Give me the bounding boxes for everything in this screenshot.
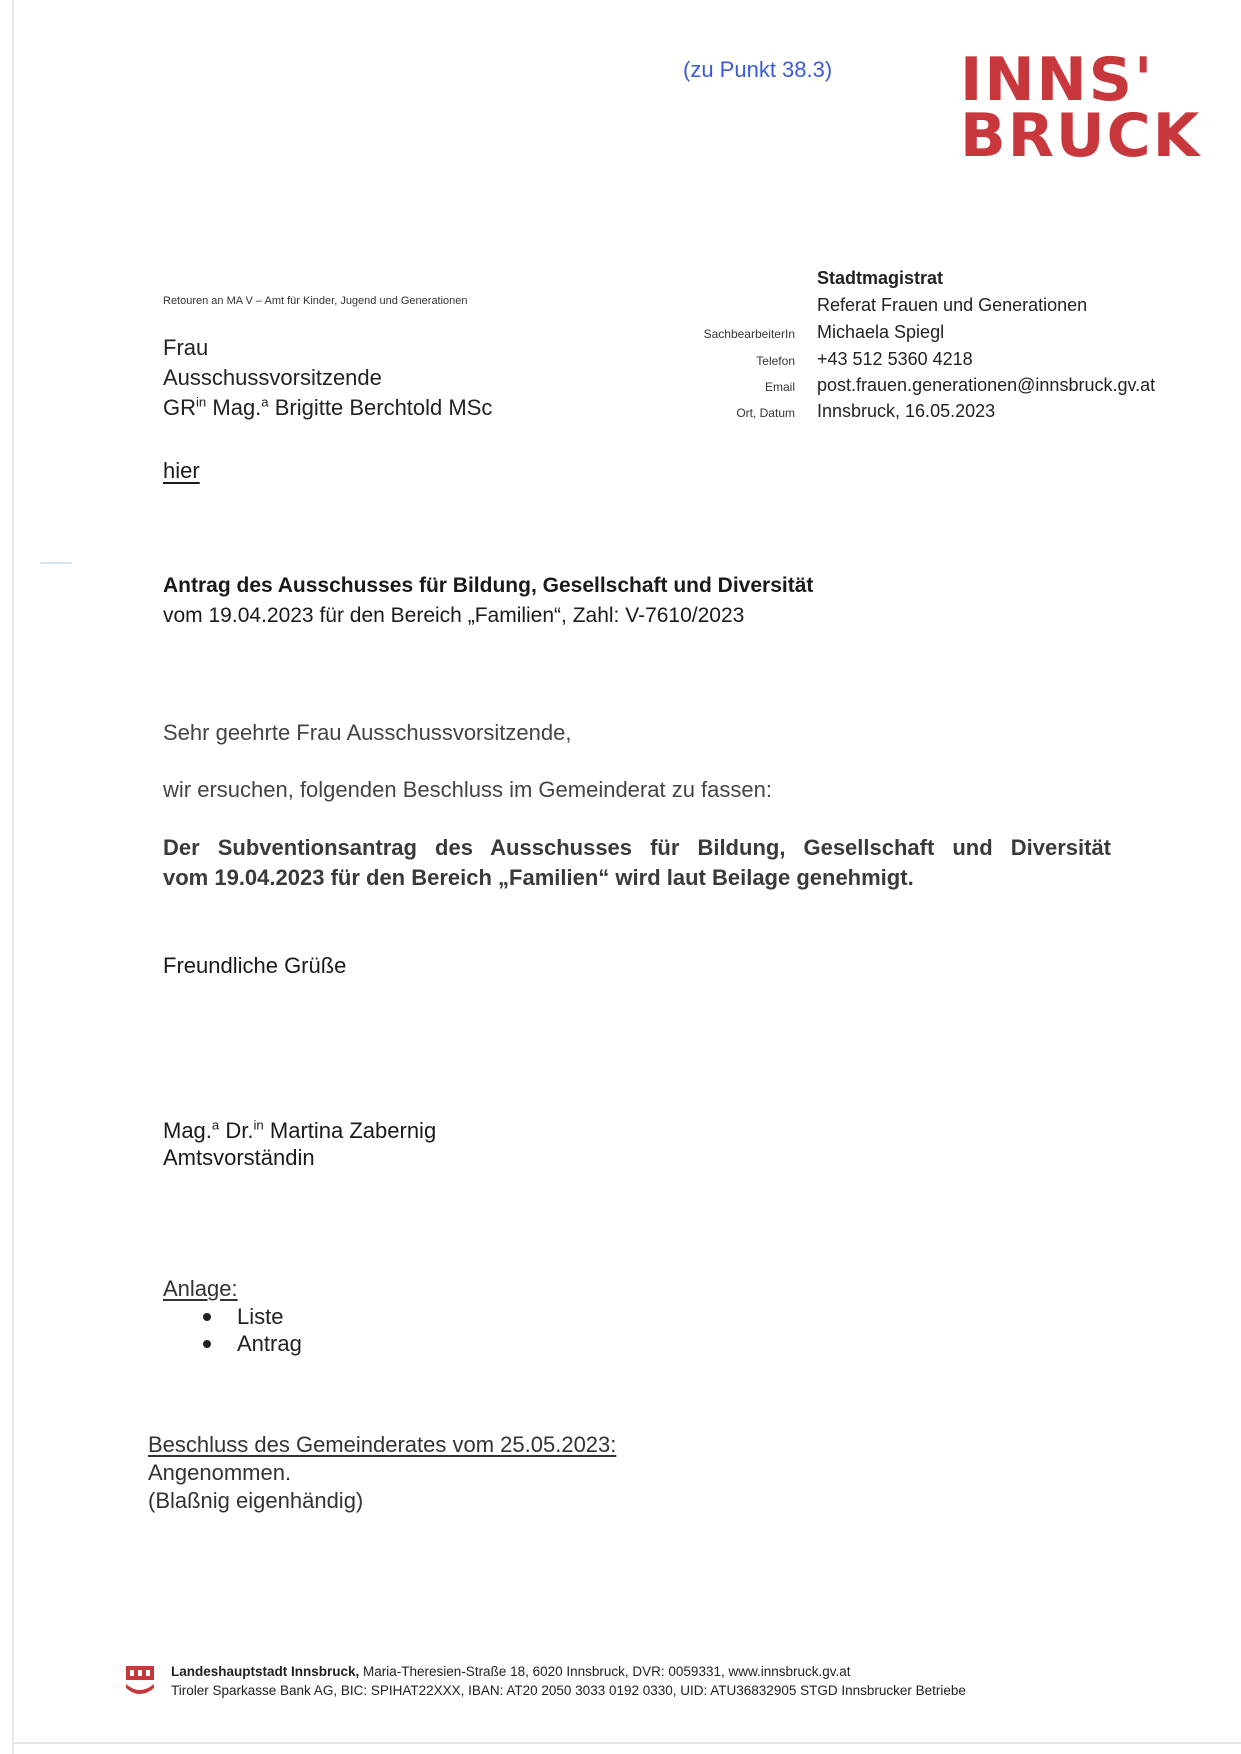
list-item: Liste — [195, 1303, 302, 1330]
sender-department: Referat Frauen und Generationen — [817, 295, 1088, 315]
reference-note: (zu Punkt 38.3) — [683, 57, 833, 82]
resolution-line-2: vom 19.04.2023 für den Bereich „Familien“ wird laut Beilage genehmigt. — [163, 865, 914, 890]
closing: Freundliche Grüße — [163, 953, 347, 978]
signer-role: Amtsvorständin — [163, 1145, 315, 1170]
recipient-location: hier — [163, 458, 200, 483]
phone-label: Telefon — [756, 354, 795, 368]
resolution-line-1: Der Subventionsantrag des Ausschusses für Bildung, Gesellschaft und Diversität — [163, 835, 1111, 860]
attachments-list — [195, 1303, 302, 1357]
subject-details: vom 19.04.2023 für den Bereich „Familien“, Zahl: V-7610/2023 — [163, 604, 745, 627]
subject-title: Antrag des Ausschusses für Bildung, Gesellschaft und Diversität — [163, 574, 814, 597]
decision-result: Angenommen. — [148, 1460, 292, 1485]
logo-line-2: BRUCK — [960, 101, 1202, 171]
salutation: Sehr geehrte Frau Ausschussvorsitzende, — [163, 720, 572, 745]
innsbruck-logo — [960, 45, 1202, 171]
recipient-salutation: Frau — [163, 335, 209, 360]
sender-office: Stadtmagistrat — [817, 268, 944, 288]
email-value: post.frauen.generationen@innsbruck.gv.at — [817, 375, 1156, 395]
page-edge — [12, 1742, 1241, 1744]
list-item: Antrag — [195, 1330, 302, 1357]
resolution-text — [163, 833, 1111, 893]
recipient-role: Ausschussvorsitzende — [163, 365, 382, 390]
decision-title: Beschluss des Gemeinderates vom 25.05.2023: — [148, 1432, 617, 1457]
margin-mark — [40, 562, 72, 564]
recipient-name: $GR^{in}$ Mag.$^a$ Brigitte Berchtold MSc — [163, 394, 493, 420]
attachments-title: Anlage: — [163, 1276, 238, 1301]
place-date-label: Ort, Datum — [736, 406, 795, 420]
footer-address: Landeshauptstadt Innsbruck, Maria-Theresien-Straße 18, 6020 Innsbruck, DVR: 0059331, www.innsbruck.gv.at — [171, 1664, 851, 1679]
phone-value: +43 512 5360 4218 — [817, 349, 973, 369]
request-text: wir ersuchen, folgenden Beschluss im Gemeinderat zu fassen: — [163, 777, 772, 802]
clerk-label: SachbearbeiterIn — [703, 327, 795, 341]
signer-name: Mag.$^a$ Dr.$^{in}$ Martina Zabernig — [163, 1117, 437, 1143]
logo-line-1: INNS' — [960, 45, 1155, 115]
email-label: Email — [764, 380, 795, 394]
clerk-value: Michaela Spiegl — [817, 322, 945, 342]
page-edge — [12, 0, 14, 1754]
city-crest-icon — [124, 1662, 156, 1698]
return-address-line: Retouren an MA V – Amt für Kinder, Jugend und Generationen — [163, 295, 468, 307]
bullet-icon — [203, 1313, 211, 1321]
place-date-value: Innsbruck, 16.05.2023 — [817, 401, 996, 421]
footer-bank: Tiroler Sparkasse Bank AG, BIC: SPIHAT22XXX, IBAN: AT20 2050 3033 0192 0330, UID: ATU36832905 STGD Innsbrucker Betriebe — [171, 1683, 966, 1698]
bullet-icon — [203, 1340, 211, 1348]
decision-signature: (Blaßnig eigenhändig) — [148, 1488, 364, 1513]
